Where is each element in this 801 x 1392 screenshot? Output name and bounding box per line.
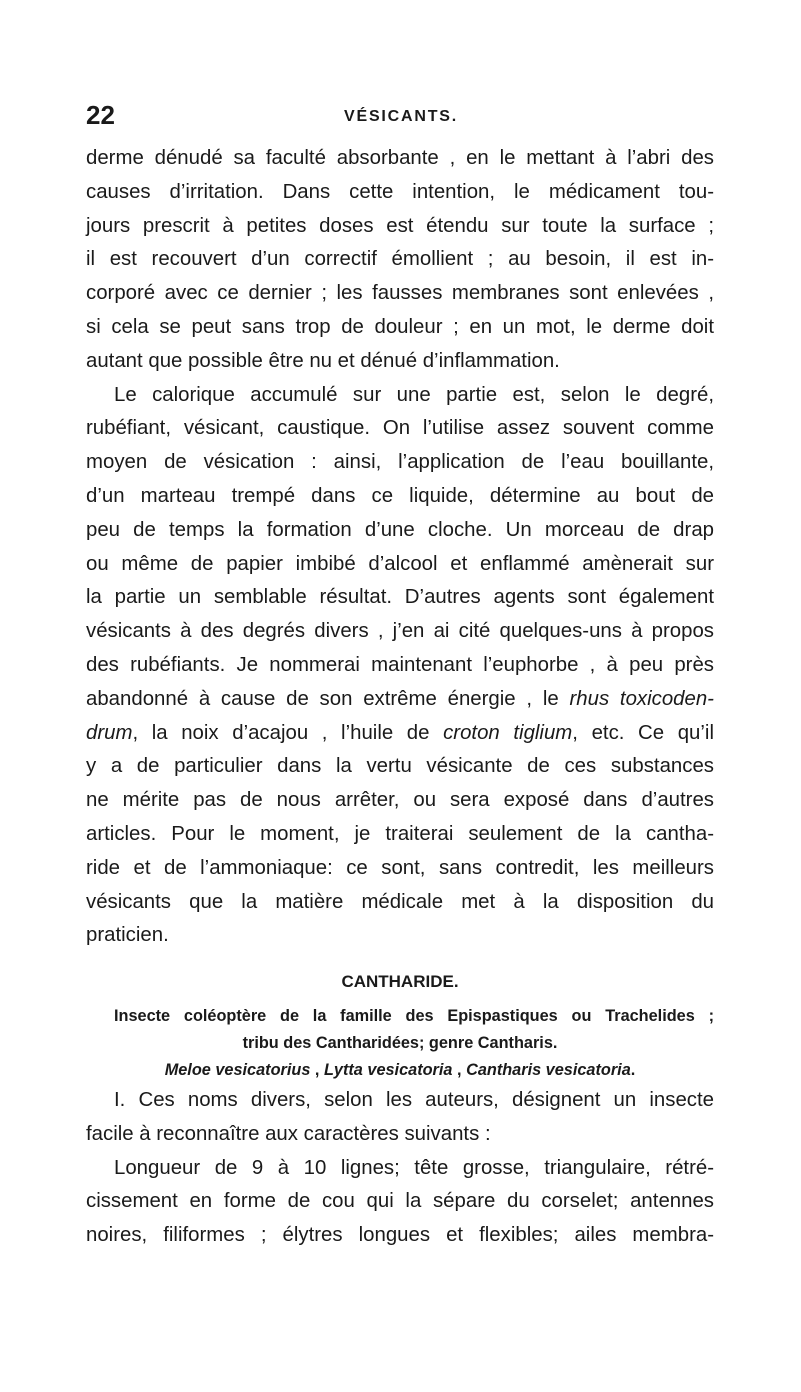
synonym: Lytta vesicatoria [323, 1060, 453, 1079]
text-line: articles. Pour le moment, je traiterai seulement de la cantha- [86, 822, 714, 845]
text-line: la partie un semblable résultat. D’autres agents sont également [86, 586, 714, 609]
text-line: facile à reconnaître aux caractères suivants : [86, 1122, 491, 1145]
text-line: derme dénudé sa faculté absorbante , en le mettant à l’abri des [86, 147, 714, 169]
text-line: Longueur de 9 à 10 lignes; tête grosse, triangulaire, rétré- [114, 1156, 714, 1179]
text-line: I. Ces noms divers, selon les auteurs, désignent un insecte [114, 1088, 714, 1111]
text-line: causes d’irritation. Dans cette intention, le médicament tou- [86, 180, 714, 203]
italic-term: rhus toxicoden- [569, 687, 714, 710]
text-line: moyen de vésication : ainsi, l’application de l’eau bouillante, [86, 451, 714, 474]
text-line: praticien. [86, 924, 169, 947]
text-line: y a de particulier dans la vertu vésicante de ces substances [86, 755, 714, 778]
page-number: 22 [86, 100, 115, 130]
synonyms-line [86, 1057, 714, 1084]
italic-term: drum [86, 721, 133, 744]
separator: , [452, 1060, 467, 1079]
separator: . [630, 1060, 636, 1079]
text-line: ou même de papier imbibé d’alcool et enflammé amènerait sur [86, 552, 714, 575]
text-line: il est recouvert d’un correctif émollient ; au besoin, il est in- [86, 248, 714, 271]
text-line: des rubéfiants. Je nommerai maintenant l’euphorbe , à peu près [86, 653, 714, 676]
text-line: Le calorique accumulé sur une partie est, selon le degré, [114, 383, 714, 406]
text-line [86, 717, 714, 751]
text-line: ne mérite pas de nous arrêter, ou sera exposé dans d’autres [86, 789, 714, 812]
separator: , [310, 1060, 324, 1079]
text-line: jours prescrit à petites doses est étendu sur toute la surface ; [86, 214, 714, 237]
synonym: Meloe vesicatorius [164, 1060, 311, 1079]
text-line: autant que possible être nu et dénué d’inflammation. [86, 349, 560, 372]
section-title: CANTHARIDE. [341, 972, 459, 992]
text-line: rubéfiant, vésicant, caustique. On l’utilise assez souvent comme [86, 417, 714, 440]
text-line: vésicants à des degrés divers , j’en ai cité quelques-uns à propos [86, 620, 714, 643]
page-header [86, 100, 741, 134]
text-line: corporé avec ce dernier ; les fausses membranes sont enlevées , [86, 282, 714, 305]
text-line: d’un marteau trempé dans ce liquide, détermine au bout de [86, 484, 714, 507]
italic-term: croton tiglium [443, 721, 573, 744]
classification-line: tribu des Cantharidées; genre Cantharis. [242, 1033, 558, 1052]
body-text [86, 142, 714, 1253]
text-line: cissement en forme de cou qui la sépare du corselet; antennes [86, 1190, 714, 1213]
synonym: Cantharis vesicatoria [466, 1060, 631, 1079]
classification-line: Insecte coléoptère de la famille des Epispastiques ou Trachelides ; [114, 1006, 714, 1025]
text-line: ride et de l’ammoniaque: ce sont, sans contredit, les meilleurs [86, 856, 714, 879]
text-line: peu de temps la formation d’une cloche. Un morceau de drap [86, 518, 714, 541]
text-fragment: , etc. Ce qu’il [572, 721, 714, 744]
text-line [86, 683, 714, 717]
text-line: noires, filiformes ; élytres longues et flexibles; ailes membra- [86, 1224, 714, 1247]
text-line: vésicants que la matière médicale met à la disposition du [86, 890, 714, 913]
running-head: VÉSICANTS. [344, 108, 459, 125]
text-fragment: abandonné à cause de son extrême énergie , le [86, 687, 559, 710]
text-line: si cela se peut sans trop de douleur ; en un mot, le derme doit [86, 315, 714, 338]
text-fragment: , la noix d’acajou , l’huile de [132, 721, 430, 744]
